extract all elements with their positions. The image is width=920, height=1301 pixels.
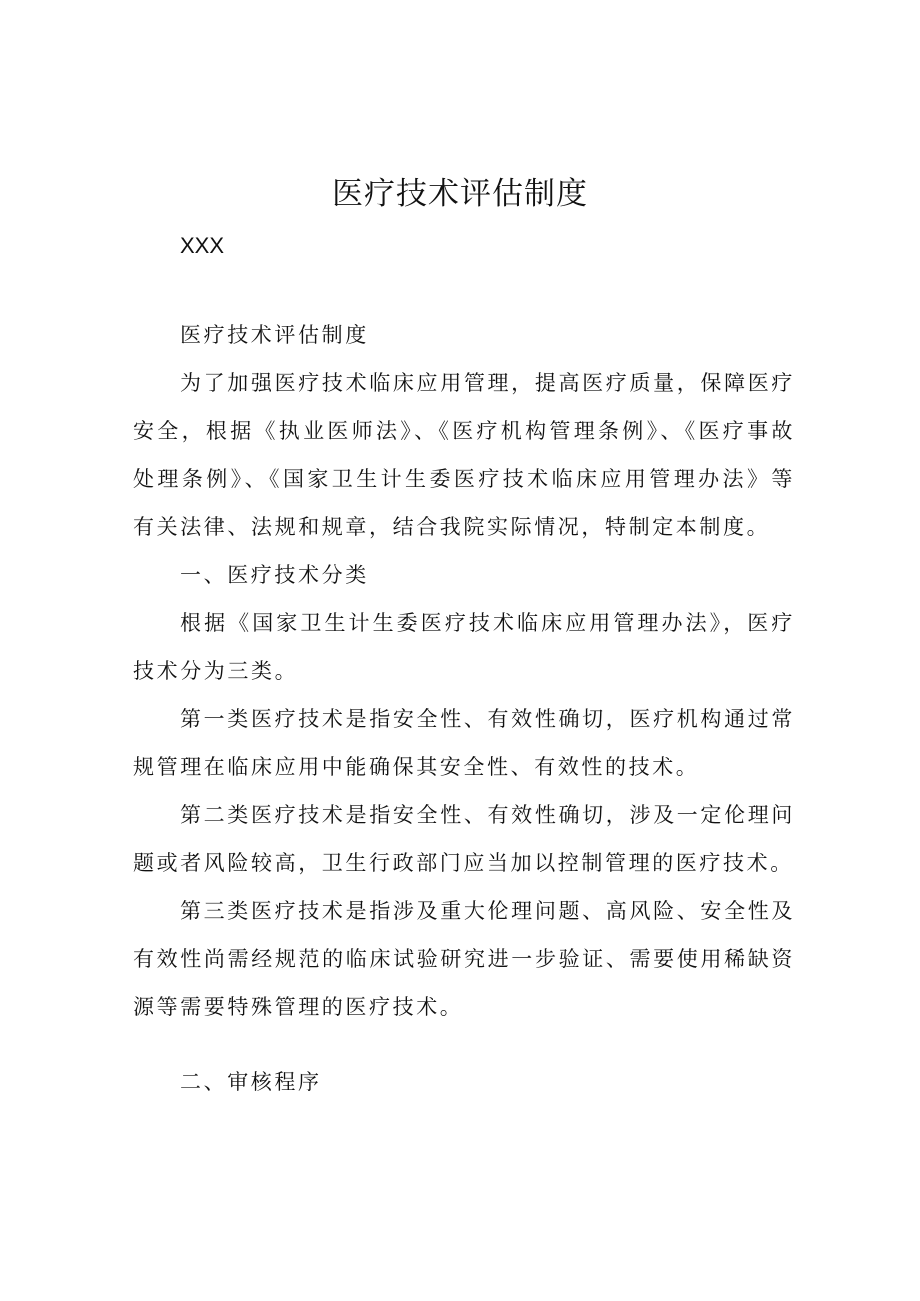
author-name: XXX [180,233,225,258]
section-1-heading: 一、医疗技术分类 [180,563,369,587]
class-3-paragraph: 第三类医疗技术是指涉及重大伦理问题、高风险、安全性及有效性尚需经规范的临床试验研究进一步验证、需要使用稀缺资源等需要特殊管理的医疗技术。 [133,899,795,1019]
intro-paragraph: 为了加强医疗技术临床应用管理，提高医疗质量，保障医疗安全，根据《执业医师法》、《医疗机构管理条例》、《医疗事故处理条例》、《国家卫生计生委医疗技术临床应用管理办法》等有关法律、法规和规章，结合我院实际情况，特制定本制度。 [133,371,795,539]
section-2-block [133,1058,795,1106]
document-title: 医疗技术评估制度 [332,176,588,212]
class-2-paragraph: 第二类医疗技术是指安全性、有效性确切，涉及一定伦理问题或者风险较高，卫生行政部门应当加以控制管理的医疗技术。 [133,803,795,875]
document-body [133,311,795,1031]
section-1-intro-paragraph: 根据《国家卫生计生委医疗技术临床应用管理办法》，医疗技术分为三类。 [133,611,795,683]
section-2-heading: 二、审核程序 [180,1070,322,1094]
class-1-paragraph: 第一类医疗技术是指安全性、有效性确切，医疗机构通过常规管理在临床应用中能确保其安全性、有效性的技术。 [133,707,795,779]
subtitle-heading: 医疗技术评估制度 [180,323,369,347]
